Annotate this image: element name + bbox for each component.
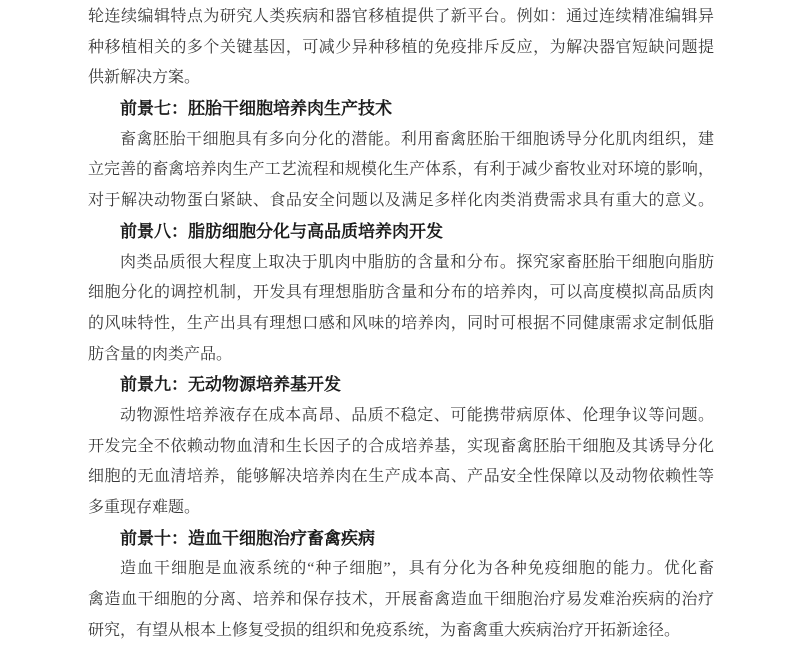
paragraph-line: 肪含量的肉类产品。 <box>88 345 233 363</box>
paragraph-line: 造血干细胞是血液系统的“种子细胞”，具有分化为各种免疫细胞的能力。优化畜 <box>120 560 714 578</box>
section-heading: 前景八：脂肪细胞分化与高品质培养肉开发 <box>120 221 443 241</box>
paragraph-line: 立完善的畜禽培养肉生产工艺流程和规模化生产体系，有利于减少畜牧业对环境的影响， <box>88 161 714 179</box>
section-heading: 前景七：胚胎干细胞培养肉生产技术 <box>120 99 392 119</box>
paragraph-line: 细胞的无血清培养，能够解决培养肉在生产成本高、产品安全性保障以及动物依赖性等 <box>88 468 714 486</box>
paragraph-line: 多重现存难题。 <box>88 499 201 516</box>
paragraph-line: 肉类品质很大程度上取决于肌肉中脂肪的含量和分布。探究家畜胚胎干细胞向脂肪 <box>120 253 714 271</box>
paragraph-line: 动物源性培养液存在成本高昂、品质不稳定、可能携带病原体、伦理争议等问题。 <box>120 406 714 424</box>
paragraph-line: 轮连续编辑特点为研究人类疾病和器官移植提供了新平台。例如：通过连续精准编辑异 <box>88 8 714 25</box>
paragraph-line: 禽造血干细胞的分离、培养和保存技术，开展畜禽造血干细胞治疗易发难治疾病的治疗 <box>88 591 714 609</box>
paragraph-line: 的风味特性，生产出具有理想口感和风味的培养肉，同时可根据不同健康需求定制低脂 <box>88 314 714 332</box>
paragraph-line: 种移植相关的多个关键基因，可减少异种移植的免疫排斥反应，为解决器官短缺问题提 <box>88 38 714 56</box>
paragraph-line: 供新解决方案。 <box>88 69 201 87</box>
paragraph-line: 细胞分化的调控机制，开发具有理想脂肪含量和分布的培养肉，可以高度模拟高品质肉 <box>88 284 714 302</box>
paragraph-line: 畜禽胚胎干细胞具有多向分化的潜能。利用畜禽胚胎干细胞诱导分化肌肉组织，建 <box>120 130 714 148</box>
document-body <box>88 2 714 646</box>
section-heading: 前景九：无动物源培养基开发 <box>120 375 341 395</box>
paragraph-line: 对于解决动物蛋白紧缺、食品安全问题以及满足多样化肉类消费需求具有重大的意义。 <box>88 192 714 210</box>
paragraph-line: 研究，有望从根本上修复受损的组织和免疫系统，为畜禽重大疾病治疗开拓新途径。 <box>88 621 681 639</box>
section-heading: 前景十：造血干细胞治疗畜禽疾病 <box>120 528 375 548</box>
paragraph-line: 开发完全不依赖动物血清和生长因子的合成培养基，实现畜禽胚胎干细胞及其诱导分化 <box>88 437 714 455</box>
